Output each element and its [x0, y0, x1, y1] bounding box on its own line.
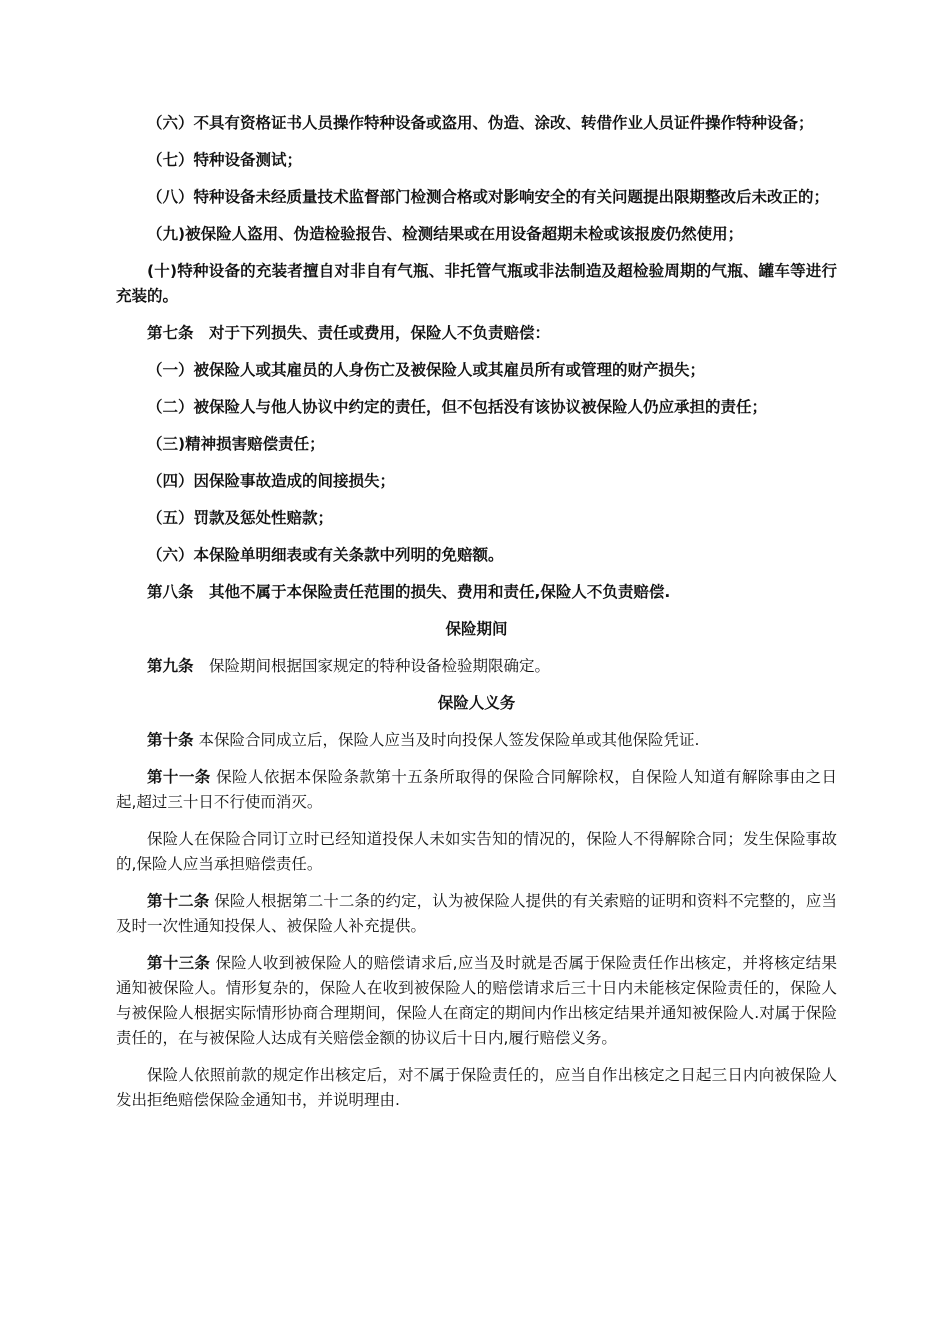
article-9 — [116, 654, 837, 679]
article-7-item-2: （二）被保险人与他人协议中约定的责任，但不包括没有该协议被保险人仍应承担的责任； — [147, 398, 768, 416]
article-7-item-1: （一）被保险人或其雇员的人身伤亡及被保险人或其雇员所有或管理的财产损失； — [147, 361, 706, 379]
article-9-text: 保险期间根据国家规定的特种设备检验期限确定。 — [193, 657, 551, 675]
article-7-title: 第七条 对于下列损失、责任或费用，保险人不负责赔偿： — [147, 324, 551, 342]
article-12-label: 第十二条 — [147, 892, 210, 910]
article-13-text: 保险人收到被保险人的赔偿请求后,应当及时就是否属于保险责任作出核定，并将核定结果通知被保险人。情形复杂的，保险人在收到被保险人的赔偿请求后三十日内未能核定保险责任的，保险人与被保险人根据实际情形协商合理期间，保险人在商定的期间内作出核定结果并通知被保险人.对属于保险责任的，在与被保险人达成有关赔偿金额的协议后十日内,履行赔偿义务。 — [116, 954, 837, 1047]
section-heading-period: 保险期间 — [445, 620, 508, 638]
article-12 — [116, 889, 837, 939]
section-heading-duties: 保险人义务 — [437, 694, 516, 712]
clause-6: （六）不具有资格证书人员操作特种设备或盗用、伪造、涂改、转借作业人员证件操作特种设备； — [147, 114, 814, 132]
article-9-label: 第九条 — [147, 657, 194, 675]
clause-8: （八）特种设备未经质量技术监督部门检测合格或对影响安全的有关问题提出限期整改后未改正的； — [147, 188, 830, 206]
article-10-text: 本保险合同成立后，保险人应当及时向投保人签发保险单或其他保险凭证. — [193, 731, 700, 749]
article-13-label: 第十三条 — [147, 954, 211, 972]
article-7-item-3: （三)精神损害赔偿责任； — [147, 435, 325, 453]
article-11 — [116, 765, 837, 815]
clause-10: (十)特种设备的充装者擅自对非自有气瓶、非托管气瓶或非法制造及超检验周期的气瓶、罐车等进行充装的。 — [116, 262, 837, 305]
clause-7: （七）特种设备测试； — [147, 151, 303, 169]
article-7-item-6: （六）本保险单明细表或有关条款中列明的免赔额。 — [147, 546, 504, 564]
article-8: 第八条 其他不属于本保险责任范围的损失、费用和责任,保险人不负责赔偿. — [147, 583, 671, 601]
clause-9: （九)被保险人盗用、伪造检验报告、检测结果或在用设备超期未检或该报废仍然使用； — [147, 225, 744, 243]
article-11-para-2: 保险人在保险合同订立时已经知道投保人未如实告知的情况的，保险人不得解除合同；发生保险事故的,保险人应当承担赔偿责任。 — [116, 830, 837, 873]
article-11-text: 保险人依据本保险条款第十五条所取得的保险合同解除权，自保险人知道有解除事由之日起,超过三十日不行使而消灭。 — [116, 768, 837, 811]
article-10-label: 第十条 — [147, 731, 194, 749]
article-7-item-5: （五）罚款及惩处性赔款； — [147, 509, 334, 527]
article-13 — [116, 951, 837, 1051]
article-11-label: 第十一条 — [147, 768, 211, 786]
article-13-para-2: 保险人依照前款的规定作出核定后，对不属于保险责任的，应当自作出核定之日起三日内向被保险人发出拒绝赔偿保险金通知书，并说明理由. — [116, 1066, 837, 1109]
article-12-text: 保险人根据第二十二条的约定，认为被保险人提供的有关索赔的证明和资料不完整的，应当及时一次性通知投保人、被保险人补充提供。 — [116, 892, 837, 935]
article-7-item-4: （四）因保险事故造成的间接损失； — [147, 472, 396, 490]
article-10 — [116, 728, 837, 753]
